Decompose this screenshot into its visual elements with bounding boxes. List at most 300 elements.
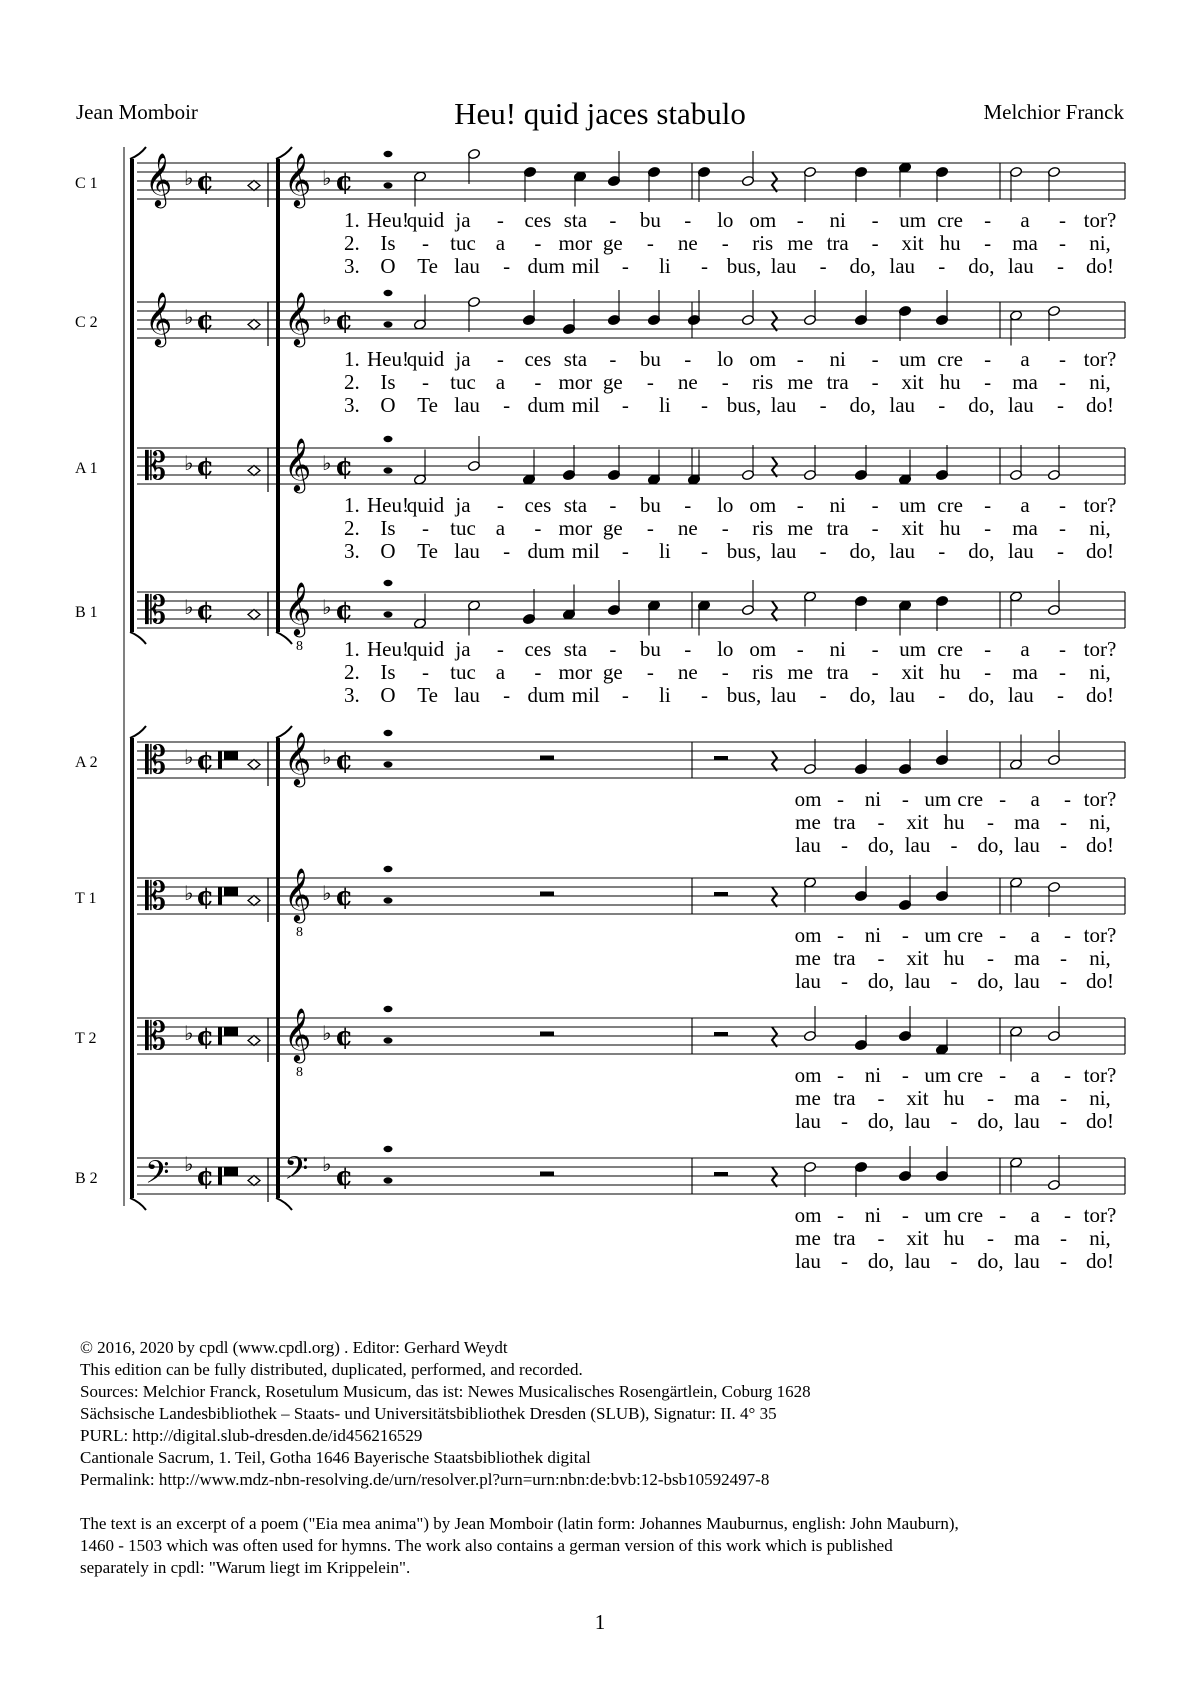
lyric-syllable: - [1059, 493, 1067, 517]
lyric-syllable: ja [455, 637, 471, 661]
clef-icon: 𝄞 [284, 152, 312, 206]
lyric-syllable: - [984, 660, 992, 684]
incipit-note [248, 1036, 260, 1046]
lyric-syllable: lau [889, 539, 916, 563]
lyric-syllable: ni, [1089, 946, 1111, 970]
lyric-syllable: tor? [1083, 787, 1117, 811]
lyric-syllable: tuc [450, 370, 476, 394]
lyric-syllable: a [1030, 787, 1040, 811]
lyric-syllable: - [1056, 539, 1064, 563]
note-head [384, 436, 393, 442]
lyric-syllable: - [819, 539, 827, 563]
lyric-syllable: - [496, 637, 504, 661]
lyric-syllable: - [841, 1109, 848, 1133]
lyric-syllable: - [901, 1063, 909, 1087]
lyric-syllable: me [795, 810, 821, 834]
lyric-syllable: - [1059, 637, 1067, 661]
lyric-syllable: lau [1008, 539, 1034, 563]
quarter-rest [772, 601, 777, 621]
verse-number: 2. [344, 370, 360, 394]
lyric-syllable: - [841, 833, 848, 857]
lyric-syllable: do! [1086, 969, 1114, 993]
lyric-syllable: me [787, 231, 814, 255]
lyric-syllable: dum [527, 393, 565, 417]
lyric-syllable: a [1020, 637, 1030, 661]
lyric-syllable: - [938, 539, 946, 563]
verse-number: 3. [344, 254, 360, 278]
lyric-syllable: li [659, 683, 671, 707]
lyric-syllable: lau [770, 683, 797, 707]
lyric-syllable: um [924, 1063, 952, 1087]
whole-rest [540, 756, 554, 760]
lyric-syllable: - [1060, 1086, 1067, 1110]
verse-number: 1. [344, 637, 360, 661]
lyric-syllable: xit [901, 231, 924, 255]
lyric-syllable: - [796, 208, 804, 232]
lyric-syllable: mor [558, 660, 593, 684]
lyric-syllable: - [877, 810, 885, 834]
lyric-syllable: mor [558, 231, 593, 255]
lyric-syllable: cre [937, 347, 963, 371]
lyric-syllable: - [1059, 370, 1067, 394]
lyric-syllable: hu [943, 1226, 965, 1250]
clef-icon: 𝄞 [284, 867, 312, 921]
clef-icon: 𝄞 [284, 731, 312, 785]
lyric-syllable: tor? [1083, 923, 1117, 947]
lyric-syllable: lau [1014, 833, 1040, 857]
lyric-syllable: - [609, 208, 617, 232]
lyric-syllable: um [899, 637, 927, 661]
lyric-syllable: xit [901, 516, 924, 540]
lyric-syllable: Is [380, 231, 396, 255]
lyric-syllable: Te [417, 539, 438, 563]
lyric-syllable: ris [752, 660, 774, 684]
lyric-syllable: lau [1014, 969, 1040, 993]
lyric-syllable: cre [957, 1203, 984, 1227]
lyric-syllable: dum [527, 683, 565, 707]
lyric-syllable: om [794, 787, 822, 811]
lyric-syllable: a [1020, 347, 1030, 371]
lyric-syllable: ma [1012, 231, 1038, 255]
lyric-syllable: - [877, 1086, 885, 1110]
lyric-syllable: - [987, 1226, 994, 1250]
lyric-syllable: tuc [450, 231, 476, 255]
flat-icon: ♭ [322, 166, 332, 190]
footer-note-line: separately in cpdl: "Warum liegt im Krippelein". [80, 1558, 411, 1577]
lyric-syllable: lo [717, 347, 734, 371]
lyric-syllable: um [924, 1203, 952, 1227]
lyric-syllable: O [380, 393, 396, 417]
lyric-syllable: do! [1086, 1249, 1114, 1273]
quarter-rest [772, 172, 777, 192]
lyric-syllable: ni [864, 787, 882, 811]
lyric-syllable: - [950, 1249, 958, 1273]
note-head [384, 1146, 393, 1152]
lyric-syllable: lau [454, 539, 480, 563]
lyric-syllable: a [1030, 1063, 1040, 1087]
lyric-syllable: me [795, 1226, 821, 1250]
incipit-rest [224, 751, 238, 760]
lyric-syllable: - [646, 516, 654, 540]
note-head [384, 1006, 393, 1012]
lyric-syllable: - [609, 637, 617, 661]
lyric-syllable: - [534, 516, 542, 540]
lyric-syllable: Is [380, 516, 396, 540]
lyric-syllable: dum [527, 254, 565, 278]
lyric-syllable: cre [957, 1063, 984, 1087]
lyric-syllable: - [503, 393, 511, 417]
lyric-syllable: - [871, 347, 879, 371]
lyric-syllable: - [836, 787, 844, 811]
lyric-syllable: - [950, 833, 958, 857]
lyric-syllable: - [871, 516, 879, 540]
cut-time-icon: ¢ [335, 452, 354, 482]
lyric-syllable: - [901, 1203, 909, 1227]
quarter-rest [772, 887, 777, 907]
whole-rest [540, 1172, 554, 1176]
lyric-syllable: - [1059, 208, 1067, 232]
lyric-syllable: cre [957, 787, 984, 811]
lyric-syllable: - [1060, 946, 1067, 970]
lyric-syllable: O [380, 254, 396, 278]
lyric-syllable: do, [849, 254, 876, 278]
incipit-clef-icon: 𝄢 [145, 1154, 170, 1198]
lyric-syllable: do, [968, 539, 995, 563]
lyric-syllable: do, [867, 1249, 895, 1273]
incipit-rest [218, 1167, 222, 1185]
cut-time-icon: ¢ [196, 452, 215, 482]
lyric-syllable: Heu! [367, 637, 409, 661]
lyric-syllable: lau [795, 1249, 821, 1273]
lyric-syllable: ni, [1089, 660, 1111, 684]
lyric-syllable: om [794, 1063, 822, 1087]
lyric-syllable: - [609, 493, 617, 517]
lyric-syllable: - [938, 683, 946, 707]
lyric-syllable: - [938, 254, 946, 278]
lyric-syllable: - [984, 347, 992, 371]
lyric-syllable: lau [770, 393, 797, 417]
lyric-syllable: do! [1086, 254, 1114, 278]
lyric-syllable: lau [770, 539, 797, 563]
lyric-syllable: - [1056, 683, 1064, 707]
verse-number: 2. [344, 231, 360, 255]
lyric-syllable: ja [455, 208, 471, 232]
flat-icon: ♭ [184, 166, 194, 190]
octave-eight: 8 [296, 1065, 303, 1080]
lyric-syllable: cre [957, 923, 984, 947]
lyric-syllable: - [871, 208, 879, 232]
lyric-syllable: ris [752, 231, 774, 255]
verse-number: 3. [344, 393, 360, 417]
lyric-syllable: xit [901, 370, 924, 394]
flat-icon: ♭ [322, 451, 332, 475]
voice-label: T 1 [75, 890, 97, 907]
lyric-syllable: - [938, 393, 946, 417]
verse-number: 1. [344, 347, 360, 371]
lyric-syllable: - [609, 347, 617, 371]
verse-number: 1. [344, 493, 360, 517]
lyric-syllable: xit [906, 1086, 929, 1110]
note-head [384, 897, 393, 903]
lyric-syllable: - [534, 231, 542, 255]
lyric-syllable: lau [904, 1109, 931, 1133]
lyric-syllable: bus, [726, 254, 762, 278]
flat-icon: ♭ [322, 1152, 332, 1176]
lyric-syllable: - [496, 347, 504, 371]
flat-icon: ♭ [184, 451, 194, 475]
lyric-syllable: ni, [1089, 231, 1111, 255]
lyric-syllable: om [749, 208, 777, 232]
lyric-syllable: um [899, 347, 927, 371]
lyric-syllable: - [877, 946, 885, 970]
lyric-syllable: cre [937, 493, 963, 517]
lyric-syllable: ge [602, 231, 623, 255]
lyric-syllable: a [1030, 1203, 1040, 1227]
lyric-syllable: lau [795, 833, 821, 857]
lyric-syllable: ni, [1089, 1086, 1111, 1110]
verse-number: 1. [344, 208, 360, 232]
lyric-syllable: - [684, 347, 692, 371]
lyric-syllable: quid [406, 637, 445, 661]
lyric-syllable: lau [795, 969, 821, 993]
note-head [384, 467, 393, 473]
lyric-syllable: do, [867, 969, 895, 993]
lyric-syllable: - [950, 1109, 958, 1133]
lyric-syllable: do! [1086, 683, 1114, 707]
lyric-syllable: do, [849, 539, 876, 563]
lyric-syllable: ge [602, 660, 623, 684]
lyric-syllable: tor? [1083, 1203, 1117, 1227]
footer-note-line: 1460 - 1503 which was often used for hymns. The work also contains a german version of this work which is published [80, 1536, 893, 1555]
lyric-syllable: ris [752, 370, 774, 394]
lyric-syllable: - [721, 660, 729, 684]
lyric-syllable: tor? [1083, 347, 1117, 371]
lyric-syllable: do! [1086, 833, 1114, 857]
lyric-syllable: O [380, 539, 396, 563]
cut-time-icon: ¢ [335, 1162, 354, 1192]
lyric-syllable: lau [904, 1249, 931, 1273]
footer-line: PURL: http://digital.slub-dresden.de/id456216529 [80, 1426, 423, 1445]
lyric-syllable: me [787, 516, 814, 540]
flat-icon: ♭ [184, 1021, 194, 1045]
lyric-syllable: - [721, 231, 729, 255]
lyric-syllable: O [380, 683, 396, 707]
lyric-syllable: - [836, 1203, 844, 1227]
lyric-syllable: ge [602, 370, 623, 394]
clef-icon: 𝄞 [284, 291, 312, 345]
lyric-syllable: do, [968, 254, 995, 278]
voice-label: A 2 [75, 754, 98, 771]
incipit-rest [224, 1027, 238, 1036]
lyric-syllable: - [1059, 516, 1067, 540]
cut-time-icon: ¢ [335, 1022, 354, 1052]
lyric-syllable: - [819, 254, 827, 278]
lyric-syllable: ni [864, 1063, 882, 1087]
voice-label: B 1 [75, 604, 98, 621]
lyric-syllable: - [877, 1226, 885, 1250]
lyric-syllable: ne [677, 516, 698, 540]
lyric-syllable: - [621, 539, 629, 563]
lyric-syllable: ni [864, 1203, 882, 1227]
half-rest [714, 756, 728, 760]
system-bracket [130, 147, 146, 159]
lyric-syllable: om [794, 923, 822, 947]
lyric-syllable: ja [455, 493, 471, 517]
quarter-rest [772, 311, 777, 331]
lyric-syllable: ja [455, 347, 471, 371]
lyric-syllable: - [819, 393, 827, 417]
lyric-syllable: um [924, 923, 952, 947]
lyric-syllable: do, [849, 393, 876, 417]
system-bracket [276, 1198, 292, 1210]
lyric-syllable: tor? [1083, 208, 1117, 232]
lyric-syllable: Heu! [367, 493, 409, 517]
note-head [384, 580, 393, 586]
incipit-clef-icon: 𝄡 [145, 588, 167, 632]
lyric-syllable: - [646, 660, 654, 684]
lyric-syllable: - [796, 637, 804, 661]
lyric-syllable: - [496, 208, 504, 232]
composer-name: Melchior Franck [983, 100, 1124, 124]
lyric-syllable: mil [571, 539, 600, 563]
lyric-syllable: do, [968, 393, 995, 417]
footer-line: Sources: Melchior Franck, Rosetulum Musicum, das ist: Newes Musicalisches Rosengärtlein, Coburg 1628 [80, 1382, 811, 1401]
lyric-syllable: lau [904, 969, 931, 993]
lyric-syllable: hu [943, 946, 965, 970]
lyric-syllable: mor [558, 516, 593, 540]
verse-number: 2. [344, 660, 360, 684]
lyric-syllable: li [659, 254, 671, 278]
lyric-syllable: bus, [726, 683, 762, 707]
lyric-syllable: a [495, 660, 506, 684]
lyric-syllable: me [795, 1086, 821, 1110]
lyric-syllable: lau [1008, 393, 1034, 417]
lyric-syllable: me [795, 946, 821, 970]
lyric-syllable: - [646, 231, 654, 255]
lyric-syllable: li [659, 393, 671, 417]
lyric-syllable: Te [417, 254, 438, 278]
clef-icon: 𝄞 [284, 1007, 312, 1061]
lyric-syllable: - [987, 946, 994, 970]
lyric-syllable: - [999, 923, 1007, 947]
lyric-syllable: do! [1086, 393, 1114, 417]
lyric-syllable: bus, [726, 539, 762, 563]
lyric-syllable: ni [829, 208, 846, 232]
lyric-syllable: dum [527, 539, 565, 563]
incipit-clef-icon: 𝄞 [145, 291, 173, 345]
lyric-syllable: xit [901, 660, 924, 684]
lyric-syllable: hu [943, 1086, 965, 1110]
quarter-rest [772, 751, 777, 771]
lyric-syllable: - [503, 539, 511, 563]
incipit-clef-icon: 𝄡 [145, 444, 167, 488]
note-head [384, 611, 393, 617]
lyric-syllable: - [503, 254, 511, 278]
lyric-syllable: - [621, 683, 629, 707]
lyric-syllable: lau [1014, 1249, 1040, 1273]
incipit-rest [224, 887, 238, 896]
lyric-syllable: lau [454, 254, 480, 278]
lyric-syllable: tra [826, 660, 849, 684]
lyric-syllable: ris [752, 516, 774, 540]
incipit-rest [218, 887, 222, 905]
note-head [384, 321, 393, 327]
lyric-syllable: - [700, 539, 708, 563]
lyric-syllable: ma [1014, 810, 1040, 834]
lyric-syllable: Te [417, 393, 438, 417]
lyric-syllable: lau [795, 1109, 821, 1133]
voice-label: A 1 [75, 460, 98, 477]
lyric-syllable: ni [829, 493, 846, 517]
voice-label: C 2 [75, 314, 98, 331]
verse-number: 3. [344, 539, 360, 563]
lyric-syllable: - [700, 683, 708, 707]
lyric-syllable: bu [639, 208, 661, 232]
system-bracket [130, 632, 146, 644]
cut-time-icon: ¢ [335, 746, 354, 776]
flat-icon: ♭ [184, 1152, 194, 1176]
lyric-syllable: xit [906, 810, 929, 834]
lyric-syllable: lo [717, 493, 734, 517]
incipit-note [248, 466, 260, 476]
lyric-syllable: ma [1012, 516, 1038, 540]
quarter-rest [772, 1027, 777, 1047]
lyric-syllable: ma [1014, 1226, 1040, 1250]
lyric-syllable: - [1059, 660, 1067, 684]
lyric-syllable: do, [977, 1249, 1004, 1273]
clef-icon: 𝄢 [284, 1150, 309, 1194]
half-rest [714, 1032, 728, 1036]
lyric-syllable: - [1060, 833, 1067, 857]
lyric-syllable: lau [454, 683, 480, 707]
flat-icon: ♭ [184, 595, 194, 619]
lyric-syllable: tor? [1083, 637, 1117, 661]
cut-time-icon: ¢ [335, 167, 354, 197]
lyric-syllable: cre [937, 208, 963, 232]
lyric-syllable: do, [968, 683, 995, 707]
footer-line: This edition can be fully distributed, duplicated, performed, and recorded. [80, 1360, 583, 1379]
lyric-syllable: Is [380, 370, 396, 394]
lyric-syllable: - [684, 208, 692, 232]
lyric-syllable: - [534, 660, 542, 684]
voice-label: C 1 [75, 175, 98, 192]
lyric-syllable: ni, [1089, 810, 1111, 834]
lyric-syllable: - [871, 637, 879, 661]
lyric-syllable: mil [571, 393, 600, 417]
footer-line: Permalink: http://www.mdz-nbn-resolving.de/urn/resolver.pl?urn=urn:nbn:de:bvb:12-bsb10592497-8 [80, 1470, 770, 1489]
note-head [384, 761, 393, 767]
lyric-syllable: tuc [450, 516, 476, 540]
lyric-syllable: lau [904, 833, 931, 857]
lyric-syllable: - [984, 516, 992, 540]
lyric-syllable: - [984, 370, 992, 394]
lyric-syllable: li [659, 539, 671, 563]
lyric-syllable: do, [977, 969, 1004, 993]
lyric-syllable: - [1056, 393, 1064, 417]
lyric-syllable: do! [1086, 1109, 1114, 1133]
lyric-syllable: ni, [1089, 370, 1111, 394]
system-bracket [130, 1198, 146, 1210]
lyric-syllable: ge [602, 516, 623, 540]
whole-rest [540, 1032, 554, 1036]
cut-time-icon: ¢ [196, 1022, 215, 1052]
clef-icon: 𝄞 [284, 437, 312, 491]
verse-number: 2. [344, 516, 360, 540]
cut-time-icon: ¢ [196, 167, 215, 197]
incipit-note [248, 610, 260, 620]
lyric-syllable: - [421, 231, 429, 255]
lyric-syllable: bu [639, 493, 661, 517]
